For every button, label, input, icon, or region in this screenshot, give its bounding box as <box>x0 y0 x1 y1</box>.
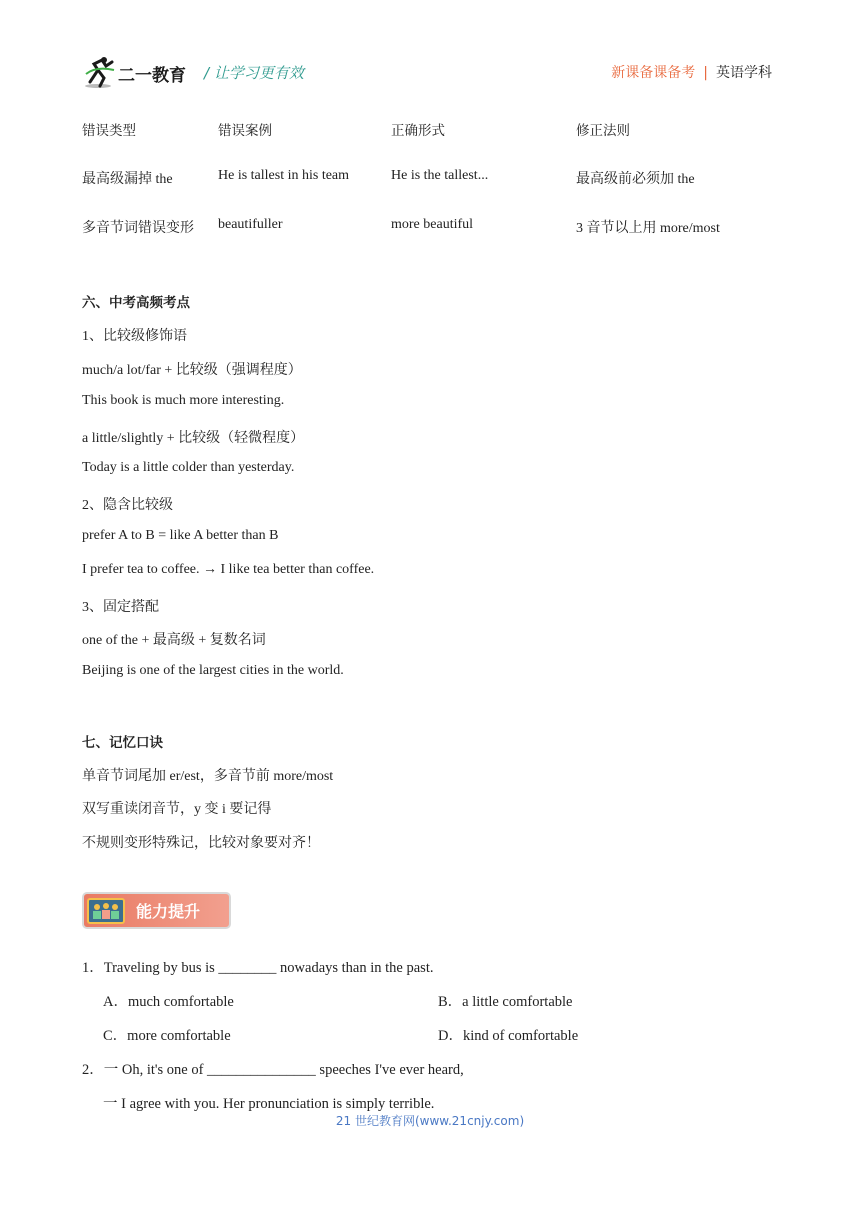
text-line: 单音节词尾加 er/est，多音节前 more/most <box>82 769 334 784</box>
text-line: one of the + 最高级 + 复数名词 <box>82 633 266 648</box>
footer-link[interactable]: 21 世纪教育网(www.21cnjy.com) <box>335 1114 525 1128</box>
slogan: / 让学习更有效 <box>204 64 304 82</box>
question-1-option-d: D．kind of comfortable <box>438 1028 579 1044</box>
table-header-cell: 错误类型 <box>82 123 136 139</box>
table-header-cell: 修正法则 <box>576 123 630 139</box>
header-subject <box>611 62 772 82</box>
error-table <box>82 119 782 266</box>
text-line: Beijing is one of the largest cities in the world. <box>82 663 344 678</box>
table-row <box>82 217 782 266</box>
table-cell: 多音节词错误变形 <box>82 221 194 236</box>
text-line: prefer A to B = like A better than B <box>82 528 279 543</box>
table-cell: He is the tallest... <box>391 168 489 183</box>
text-line: This book is much more interesting. <box>82 393 285 408</box>
ability-banner <box>82 892 232 930</box>
blackboard-icon <box>88 899 124 923</box>
table-header-row <box>82 119 782 168</box>
question-1-option-b: B．a little comfortable <box>438 994 573 1010</box>
section-title: 七、记忆口诀 <box>82 735 163 751</box>
text-line: 1、比较级修饰语 <box>82 329 187 344</box>
header-subject-label: 英语学科 <box>716 65 772 81</box>
question-1-stem: 1．Traveling by bus is ________ nowadays than in the past. <box>82 960 434 976</box>
table-cell: more beautiful <box>391 217 474 232</box>
header-separator: | <box>703 65 708 81</box>
text-line: 3、固定搭配 <box>82 600 159 615</box>
text-line: I prefer tea to coffee. → I like tea better than coffee. <box>82 562 375 577</box>
table-cell: beautifuller <box>218 217 283 232</box>
header-series: 新课备课备考 <box>611 65 696 81</box>
text-line: much/a lot/far + 比较级（强调程度） <box>82 363 302 378</box>
question-1-option-c: C．more comfortable <box>103 1028 231 1044</box>
table-cell: He is tallest in his team <box>218 168 350 183</box>
table-cell: 最高级前必须加 the <box>576 172 695 187</box>
section-title: 六、中考高频考点 <box>82 295 190 311</box>
table-header-cell: 正确形式 <box>391 123 445 139</box>
table-row <box>82 168 782 217</box>
logo <box>84 56 194 90</box>
banner-label: 能力提升 <box>136 902 201 921</box>
table-cell: 3 音节以上用 more/most <box>576 221 720 236</box>
text-line: 双写重读闭音节，y 变 i 要记得 <box>82 802 272 817</box>
table-header-cell: 错误案例 <box>218 123 272 139</box>
question-2-line-2: 一 I agree with you. Her pronunciation is simply terrible. <box>103 1096 435 1112</box>
text-line: Today is a little colder than yesterday. <box>82 460 295 475</box>
logo-text: 二一教育 <box>118 66 186 86</box>
question-2-line-1: 2．一 Oh, it's one of _______________ speeches I've ever heard, <box>82 1062 464 1078</box>
table-cell: 最高级漏掉 the <box>82 172 173 187</box>
text-line: 不规则变形特殊记，比较对象要对齐！ <box>82 836 320 851</box>
text-line: 2、隐含比较级 <box>82 498 173 513</box>
question-1-option-a: A．much comfortable <box>103 994 234 1010</box>
page-header <box>0 0 860 100</box>
text-line: a little/slightly + 比较级（轻微程度） <box>82 431 305 446</box>
